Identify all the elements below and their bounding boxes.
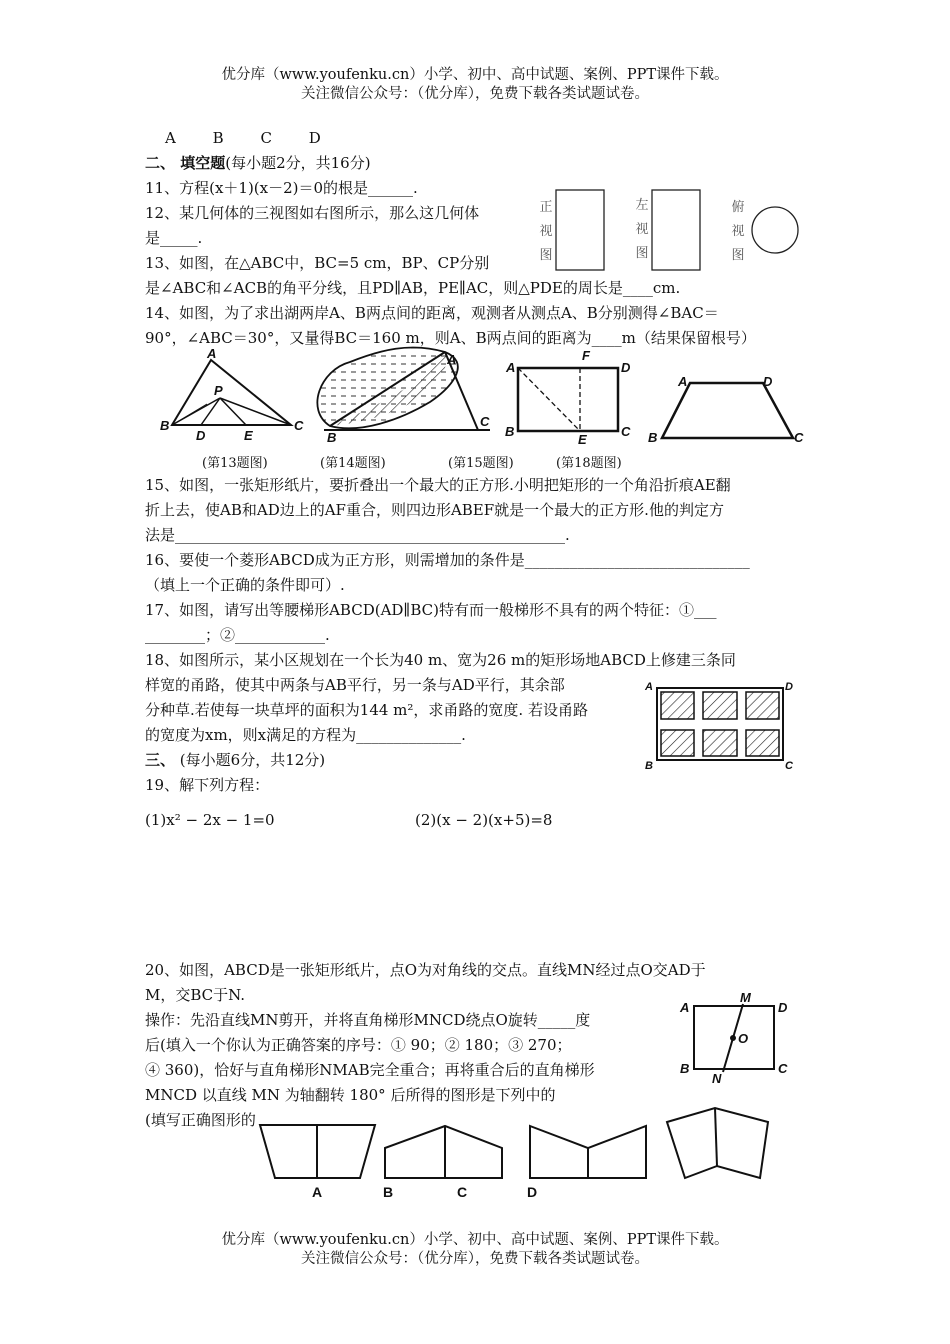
top-view-char-3: 图 [731,248,745,263]
fig15-label-c: C [621,424,631,439]
question-11: 11、方程(x＋1)(x－2)＝0的根是______. [145,179,418,197]
fig20-label-b: B [680,1061,690,1076]
fig18b-label-a: A [645,681,653,693]
caption-fig-15: (第15题图) [448,456,514,471]
fig20-label-a: A [680,1000,690,1015]
top-view-char-1: 俯 [731,200,745,215]
question-18-line-2: 样宽的甬路，使其中两条与AB平行，另一条与AD平行，其余部 [145,676,565,694]
question-13-line-1: 13、如图，在△ABC中，BC=5 cm，BP、CP分别 [145,254,490,272]
caption-fig-18: (第18题图) [556,456,622,471]
question-18-line-1: 18、如图所示，某小区规划在一个长为40 m、宽为26 m的矩形场地ABCD上修建三条同 [145,651,736,669]
option-b: B [212,129,224,147]
question-19-title: 19、解下列方程： [145,776,270,794]
q20-option-b: B [383,1184,394,1200]
fig18b-label-b: B [645,760,653,772]
fig13-label-c: C [294,418,304,433]
footer-line-2: 关注微信公众号：（优分库），免费下载各类试题试卷。 [301,1251,649,1267]
question-14-line-1: 14、如图，为了求出湖两岸A、B两点间的距离，观测者从测点A、B分别测得∠BAC＝ [145,304,719,322]
left-view-rect [652,190,700,270]
section-2-note: (每小题2分，共16分) [225,154,371,172]
caption-fig-14: (第14题图) [320,456,386,471]
question-19-part-2: (2)(x − 2)(x+5)=8 [415,811,553,829]
question-20-line-1: 20、如图，ABCD是一张矩形纸片，点O为对角线的交点。直线MN经过点O交AD于 [145,961,706,979]
fig13-label-b: B [160,418,170,433]
fig18b-label-c: C [785,760,793,772]
q20-option-c: C [457,1184,468,1200]
fig15-label-d: D [621,360,631,375]
fig14-label-c: C [480,414,490,429]
fig13-label-e: E [244,428,253,443]
option-d: D [308,129,321,147]
question-12-line-2: 是_____. [145,229,203,247]
top-view-circle [752,207,798,253]
question-20-line-5: ④ 360)，恰好与直角梯形NMAB完全重合；再将重合后的直角梯形 [145,1061,595,1079]
question-14-line-2: 90°，∠ABC＝30°，又量得BC＝160 m，则A、B两点间的距离为____m（结果保留根号） [145,329,756,347]
fig18-label-a: A [678,374,688,389]
q20-option-a: A [312,1184,323,1200]
section-3-note: (每小题6分，共12分) [179,751,326,769]
front-view-rect [556,190,604,270]
fig20-label-n: N [712,1071,722,1086]
section-3-title: 三、 [145,751,176,769]
caption-fig-13: (第13题图) [202,456,268,471]
fig20-label-o: O [738,1031,749,1046]
question-18-line-4: 的宽度为xm，则x满足的方程为______________. [145,726,466,744]
option-c: C [260,129,272,147]
question-19-part-1: (1)x² − 2x − 1=0 [145,811,275,829]
figure-20-options [260,1108,768,1178]
question-15-line-2: 折上去，使AB和AD边上的AF重合，则四边形ABEF就是一个最大的正方形.他的判定方 [145,501,724,519]
fig15-label-f: F [582,348,590,363]
header-line-1: 优分库（www.youfenku.cn）小学、初中、高中试题、案例、PPT课件下载。 [221,67,729,83]
fig20-label-c: C [778,1061,788,1076]
question-18-line-3: 分种草.若使每一块草坪的面积为144 m²，求甬路的宽度. 若设甬路 [145,701,588,719]
question-15-line-3: 法是____________________________________________________. [145,526,570,544]
question-20-line-6: MNCD 以直线 MN 为轴翻转 180° 后所得的图形是下列中的 [145,1086,556,1104]
question-16-line-1: 16、要使一个菱形ABCD成为正方形，则需增加的条件是______________________________ [145,551,750,569]
question-13-line-2: 是∠ABC和∠ACB的角平分线，且PD∥AB，PE∥AC，则△PDE的周长是____cm. [145,279,681,297]
front-view-char-3: 图 [539,248,553,263]
option-a: A [165,129,176,147]
figure-18-field [657,688,783,760]
figure-18-trapezoid [662,383,793,438]
question-15-line-1: 15、如图，一张矩形纸片，要折叠出一个最大的正方形.小明把矩形的一个角沿折痕AE翻 [145,476,731,494]
question-20-line-7: (填写正确图形的 [145,1111,256,1129]
fig14-label-b: B [327,430,337,445]
section-3-heading [145,750,325,770]
fig15-label-e: E [578,432,587,447]
fig15-label-b: B [505,424,515,439]
question-20-line-4: 后(填入一个你认为正确答案的序号：① 90；② 180；③ 270； [145,1036,572,1054]
fig18-label-b: B [648,430,658,445]
fig13-label-p: P [214,383,223,398]
fig13-label-a: A [207,346,217,361]
fig18-label-c: C [794,430,804,445]
question-12-line-1: 12、某几何体的三视图如右图所示，那么这几何体 [145,204,480,222]
section-2-title: 二、 填空题 [145,154,226,172]
front-view-char-2: 视 [539,224,553,239]
question-16-line-2: （填上一个正确的条件即可）. [145,576,345,594]
figure-15 [518,368,618,431]
footer-line-1: 优分库（www.youfenku.cn）小学、初中、高中试题、案例、PPT课件下载。 [221,1232,729,1248]
fig18-label-d: D [763,374,773,389]
figure-13 [172,360,291,425]
fig14-label-a: A [447,352,457,367]
question-17-line-1: 17、如图，请写出等腰梯形ABCD(AD∥BC)特有而一般梯形不具有的两个特征：①___ [145,601,717,619]
fig13-label-d: D [196,428,206,443]
top-view-char-2: 视 [731,224,745,239]
question-20-line-2: M，交BC于N. [145,986,246,1004]
left-view-char-2: 视 [635,222,649,237]
fig15-label-a: A [506,360,516,375]
figure-20 [694,1004,774,1072]
left-view-char-3: 图 [635,246,649,261]
q20-option-d: D [527,1184,538,1200]
header-line-2: 关注微信公众号：（优分库），免费下载各类试题试卷。 [301,86,649,102]
fig20-label-d: D [778,1000,788,1015]
front-view-char-1: 正 [539,200,553,215]
question-17-line-2: ________；②____________. [145,626,330,644]
figure-14 [317,347,490,430]
fig20-label-m: M [740,990,751,1005]
left-view-char-1: 左 [635,198,649,213]
question-20-line-3: 操作：先沿直线MN剪开，并将直角梯形MNCD绕点O旋转_____度 [145,1011,591,1029]
fig18b-label-d: D [785,681,793,693]
